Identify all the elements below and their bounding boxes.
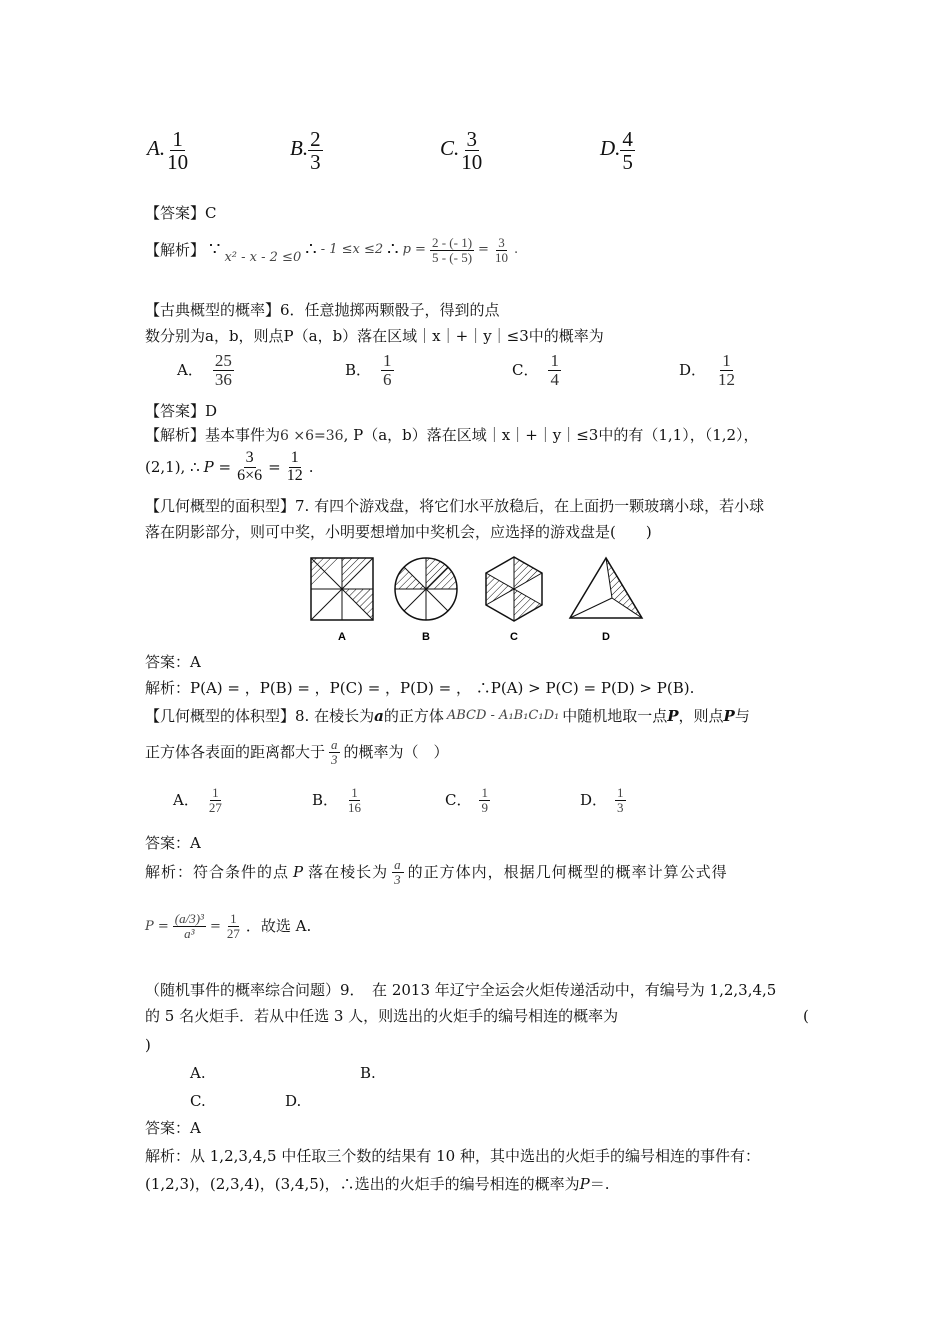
- q6-analysis-label: 【解析】基本事件为: [145, 426, 281, 444]
- q7-question-line1: 【几何概型的面积型】7. 有四个游戏盘，将它们水平放稳后，在上面扔一颗玻璃小球，若小球: [145, 497, 765, 515]
- figure-label-b: B: [422, 631, 430, 643]
- numerator: 1: [230, 911, 237, 926]
- q5-option-c: [440, 128, 484, 173]
- q6-question-line2: 数分别为a，b，则点P（a，b）落在区域｜x｜+｜y｜≤3中的概率为: [145, 327, 604, 345]
- q6-analysis-line1: [145, 425, 759, 446]
- q6-option-d-label: D．: [679, 361, 707, 380]
- q8-option-c: [445, 786, 490, 814]
- q8-fraction-a-over-3: [329, 738, 340, 766]
- therefore-symbol: ∴: [305, 239, 317, 261]
- q6-option-d: [679, 352, 737, 389]
- denominator: 12: [286, 466, 303, 484]
- q9-analysis-line1: 解析：从 1,2,3,4,5 中任取三个数的结果有 10 种，其中选出的火炬手的编号相连的事件有：: [145, 1147, 760, 1165]
- q8-cube-name: ABCD - A₁B₁C₁D₁: [446, 708, 560, 723]
- q8-analysis-b: 落在棱长为: [308, 863, 389, 882]
- q6-sample-space: 6 ×6=36: [280, 428, 344, 444]
- numerator: 1: [212, 785, 219, 800]
- q6-option-c-label: C．: [512, 361, 539, 380]
- denominator: 10: [494, 249, 508, 265]
- numerator: 1: [383, 351, 392, 370]
- q9-option-a: A.: [190, 1064, 206, 1082]
- q8-analysis-fraction: [392, 858, 404, 886]
- q5-option-d-label: D.: [600, 136, 621, 161]
- numerator: 3: [498, 235, 505, 250]
- q8-option-d: [580, 786, 626, 814]
- denominator: 12: [718, 369, 736, 389]
- q5-option-d-fraction: [620, 128, 635, 173]
- denominator: 3: [617, 799, 624, 815]
- q8-text-a: 【几何概型的体积型】8. 在棱长为: [145, 707, 375, 725]
- figure-label-a: A: [338, 631, 346, 643]
- denominator: 3: [310, 150, 321, 175]
- q8-text-line2b: 的概率为（ ）: [343, 743, 449, 762]
- q8-var-a: a: [374, 707, 384, 725]
- q6-option-b-fraction: [381, 352, 394, 389]
- denominator: 36: [214, 369, 232, 389]
- q8-analysis-c: 的正方体内，根据几何概型的概率计算公式得: [407, 863, 728, 882]
- q5-inequality: x² - x - 2 ≤0: [224, 250, 302, 266]
- numerator: 1: [172, 127, 183, 151]
- q8-option-c-label: C．: [445, 791, 472, 810]
- q6-analysis-text: , P（a，b）落在区域｜x｜+｜y｜≤3中的有（1,1），（1,2），: [343, 426, 759, 444]
- q9-analysis-end: ＝.: [589, 1175, 610, 1193]
- q8-formula-result: [225, 912, 242, 940]
- period: .: [513, 242, 519, 258]
- numerator: 25: [214, 351, 232, 370]
- denominator: 27: [226, 925, 240, 941]
- because-symbol: ∵: [209, 239, 221, 261]
- q5-option-d: [600, 128, 635, 173]
- q8-option-b: [312, 786, 363, 814]
- numerator: 3: [466, 127, 478, 151]
- q9-analysis-text: (1,2,3)，(2,3,4)，(3,4,5)，∴选出的火炬手的编号相连的概率为: [145, 1175, 580, 1193]
- q7-analysis: 解析：P(A) = ，P(B) = ，P(C) = ，P(D) = ， ∴P(A) > P(C) = P(D) > P(B).: [145, 679, 695, 697]
- q8-var-p: P: [667, 707, 679, 725]
- q8-text-d: ，则点: [678, 707, 724, 725]
- q5-p-eq: p =: [402, 242, 426, 258]
- numerator: 1: [351, 785, 358, 800]
- q9-option-b: B.: [360, 1064, 376, 1082]
- q8-answer: 答案：A: [145, 834, 201, 852]
- figure-a-square: [311, 558, 373, 620]
- denominator: 3: [331, 751, 338, 767]
- q8-question-line2: [145, 738, 449, 766]
- q5-answer: 【答案】C: [145, 204, 217, 222]
- denominator: 10: [167, 150, 189, 175]
- q9-analysis-line2: [145, 1174, 610, 1194]
- q9-var-p: P: [579, 1175, 590, 1193]
- q6-option-d-fraction: [716, 352, 737, 389]
- numerator: 3: [245, 449, 254, 466]
- q5-analysis-label: 【解析】: [145, 241, 206, 260]
- denominator: 27: [208, 799, 222, 815]
- q6-analysis-points: (2,1), ∴: [145, 458, 200, 477]
- q9-answer: 答案：A: [145, 1119, 201, 1137]
- q9-question-line1: （随机事件的概率综合问题）9． 在 2013 年辽宁全运会火炬传递活动中，有编号为 1,2,3,4,5: [145, 981, 777, 999]
- q6-option-c: [512, 352, 561, 389]
- q9-paren-close: ): [145, 1036, 151, 1054]
- q8-option-a-fraction: [207, 786, 224, 814]
- q8-text-c: 中随机地取一点: [562, 707, 668, 725]
- equals-sign: =: [478, 242, 489, 258]
- denominator: a³: [184, 925, 195, 941]
- q5-result-fraction: [493, 236, 510, 264]
- q6-fraction-1: [235, 450, 264, 485]
- denominator: 6×6: [237, 466, 263, 484]
- denominator: 5: [622, 150, 633, 175]
- q5-option-a-label: A.: [147, 136, 166, 161]
- numerator: 2 - (- 1): [431, 235, 473, 250]
- q8-option-c-fraction: [479, 786, 490, 814]
- q8-text-line2a: 正方体各表面的距离都大于: [145, 743, 326, 762]
- numerator: a: [394, 857, 402, 872]
- q8-var-p: P: [723, 707, 735, 725]
- q5-option-a: [147, 128, 190, 173]
- q8-option-d-fraction: [615, 786, 626, 814]
- q5-option-b-fraction: [308, 128, 323, 173]
- figure-c-hexagon: [486, 557, 542, 621]
- q9-option-c: C.: [190, 1092, 206, 1110]
- q7-question-line2: 落在阴影部分，则可中奖，小明要想增加中奖机会，应选择的游戏盘是( ): [145, 523, 652, 541]
- figure-label-d: D: [602, 631, 610, 643]
- figure-b-circle: [395, 558, 457, 620]
- q8-text-e: 与: [734, 707, 750, 725]
- numerator: 1: [550, 351, 559, 370]
- therefore-symbol: ∴: [387, 239, 399, 261]
- q5-range: - 1 ≤x ≤2: [320, 242, 384, 258]
- q6-option-b: [345, 352, 394, 389]
- q7-game-board-figures: [300, 546, 660, 646]
- q8-var-p: P: [293, 863, 305, 882]
- q5-option-a-fraction: [165, 128, 190, 173]
- numerator: 1: [617, 785, 624, 800]
- numerator: 4: [622, 127, 633, 151]
- q6-option-b-label: B．: [345, 361, 372, 380]
- numerator: 1: [722, 351, 731, 370]
- q6-option-c-fraction: [548, 352, 561, 389]
- equals-sign: =: [268, 458, 281, 477]
- figure-d-triangle: [570, 558, 642, 618]
- q8-option-b-label: B．: [312, 791, 339, 810]
- q5-analysis: [145, 236, 518, 264]
- figure-label-c: C: [510, 631, 518, 643]
- q5-fraction: [430, 236, 474, 264]
- q8-option-d-label: D．: [580, 791, 608, 810]
- q6-p-eq: P =: [203, 458, 232, 477]
- denominator: 16: [348, 799, 362, 815]
- q9-option-d: D.: [285, 1092, 302, 1110]
- q6-answer: 【答案】D: [145, 402, 218, 420]
- q9-paren-open: (: [803, 1007, 809, 1025]
- q8-option-b-fraction: [346, 786, 363, 814]
- q7-answer: 答案：A: [145, 653, 201, 671]
- numerator: 2: [310, 127, 321, 151]
- q5-option-b: [290, 128, 323, 173]
- numerator: a: [331, 737, 338, 752]
- numerator: (a/3)³: [174, 911, 204, 926]
- q8-option-a-label: A．: [173, 791, 199, 810]
- q6-option-a-fraction: [213, 352, 234, 389]
- denominator: 3: [394, 871, 402, 887]
- q6-fraction-2: [285, 450, 305, 485]
- q9-question-line2: 的 5 名火炬手．若从中任选 3 人，则选出的火炬手的编号相连的概率为: [145, 1007, 619, 1025]
- q6-analysis-line2: [145, 450, 313, 485]
- q5-option-c-fraction: [459, 128, 484, 173]
- q6-question-line1: 【古典概型的概率】6．任意抛掷两颗骰子，得到的点: [145, 301, 500, 319]
- q8-analysis-a: 解析：符合条件的点: [145, 863, 290, 882]
- numerator: 1: [481, 785, 488, 800]
- q6-option-a-label: A．: [177, 361, 203, 380]
- denominator: 4: [550, 369, 559, 389]
- numerator: 1: [290, 449, 299, 466]
- q8-text-b: 的正方体: [383, 707, 444, 725]
- denominator: 6: [383, 369, 392, 389]
- period: .: [308, 458, 314, 477]
- q8-formula-p: P =: [145, 918, 169, 934]
- q5-option-b-label: B.: [290, 136, 309, 161]
- equals-sign: =: [209, 918, 221, 934]
- q8-option-a: [173, 786, 224, 814]
- q6-option-a: [177, 352, 234, 389]
- q5-option-c-label: C.: [440, 136, 460, 161]
- q8-question-line1: [145, 706, 750, 726]
- q8-analysis-line1: [145, 858, 728, 886]
- denominator: 10: [461, 150, 483, 175]
- denominator: 9: [481, 799, 488, 815]
- q8-formula-end: ．故选 A.: [245, 917, 312, 936]
- q8-formula-fraction: [173, 912, 206, 940]
- q8-formula: [145, 912, 311, 940]
- denominator: 5 - (- 5): [431, 249, 473, 265]
